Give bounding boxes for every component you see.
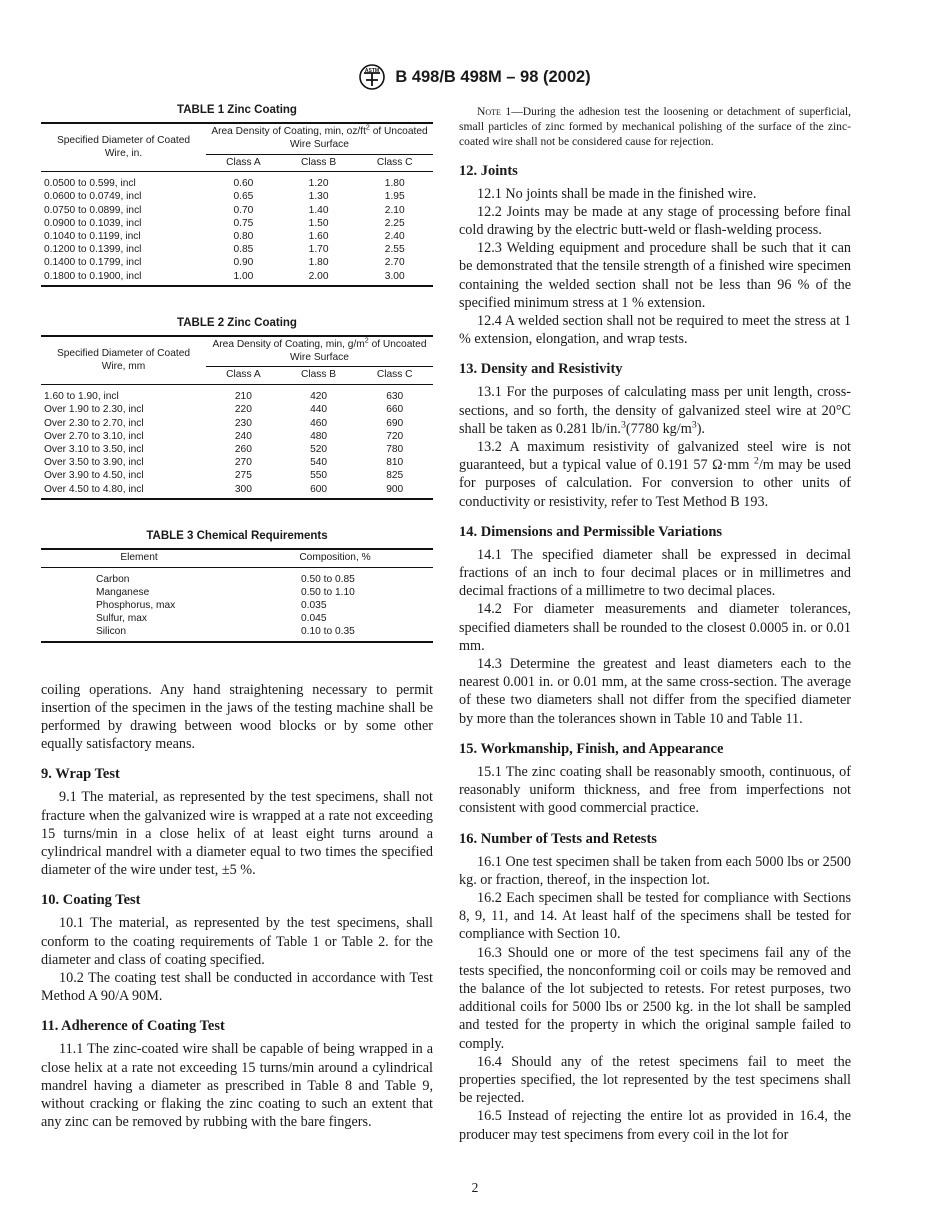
table-row: Over 1.90 to 2.30, incl 220 440 660 [44, 404, 404, 416]
column-header-area-density: Area Density of Coating, min, $oz/ft^2$ of Uncoated Wire Surface [206, 123, 433, 154]
page-header [0, 64, 950, 90]
section-11-heading: 11. Adherence of Coating Test [41, 1018, 225, 1035]
right-column [459, 104, 851, 1144]
section-15-heading: 15. Workmanship, Finish, and Appearance [459, 740, 724, 757]
table-title: TABLE 3 Chemical Requirements [146, 529, 328, 542]
table-row: Silicon 0.10 to 0.35 [41, 625, 433, 641]
column-header-class-b: Class B [281, 367, 357, 385]
paragraph-14-3: 14.3 Determine the greatest and least diameters each to the nearest 0.001 in. or 0.01 mm, at the same cross-section. The average of these two diameters shall not differ from the specified diameter by more than the tolerances shown in Table 10 and Table 11. [459, 656, 851, 727]
astm-logo-icon [359, 64, 385, 90]
table-row: Phosphorus, max 0.035 [96, 599, 327, 611]
table-row: 0.1800 to 0.1900, incl 1.00 2.00 3.00 [41, 270, 433, 286]
paragraph-12-2: 12.2 Joints may be made at any stage of processing before final cold drawing by the electric butt-weld or flash-welding process. [459, 203, 851, 239]
column-header-class-c: Class C [356, 367, 433, 385]
table-row: Carbon 0.50 to 0.85 [96, 573, 355, 585]
column-header-class-c: Class C [356, 154, 433, 172]
column-header-element: Element [41, 549, 237, 567]
table-row: 0.0500 to 0.599, incl 0.60 1.20 1.80 [44, 178, 405, 190]
table-row: 0.0750 to 0.0899, incl 0.70 1.40 2.10 [44, 204, 405, 216]
table-row: Manganese 0.50 to 1.10 [96, 586, 355, 598]
column-header-area-density: Area Density of Coating, min, $g/m^2$ of Uncoated Wire Surface [206, 336, 433, 367]
section-10-heading: 10. Coating Test [41, 892, 141, 909]
section-16-heading: 16. Number of Tests and Retests [459, 830, 657, 847]
table-row: Sulfur, max 0.045 [96, 613, 327, 625]
table-row: 0.1400 to 0.1799, incl 0.90 1.80 2.70 [44, 257, 405, 269]
paragraph-9-1: 9.1 The material, as represented by the test specimens, shall not fracture when the galvanized wire is wrapped at a rate not exceeding 15 turns/min in a close helix of at least eight turns around a cylindrical mandrel with a diameter equal to two times the specified diameter of the wire under test, ±5 %. [41, 789, 433, 879]
table-1 [41, 104, 433, 287]
table-row: 0.0900 to 0.1039, incl 0.75 1.50 2.25 [44, 217, 405, 229]
section-12-heading: 12. Joints [459, 162, 518, 179]
paragraph-16-2: 16.2 Each specimen shall be tested for compliance with Sections 8, 9, 11, and 14. At least half of the specimens shall be tested for compliance with Section 10. [459, 889, 851, 943]
page-number: 2 [471, 1180, 479, 1195]
continuation-paragraph: coiling operations. Any hand straightening necessary to permit insertion of the specimen in the jaws of the testing machine shall be performed by drawing between wood blocks or by some other equally satisfactory means. [41, 681, 433, 753]
document-designation: B 498/B 498M – 98 (2002) [395, 67, 591, 86]
paragraph-14-1: 14.1 The specified diameter shall be expressed in decimal fractions of an inch to four decimal places or in millimetres and decimal fractions of a millimetre to two decimal places. [459, 546, 851, 600]
table-row: Over 4.50 to 4.80, incl 300 600 900 [41, 483, 433, 499]
table-row: Over 3.50 to 3.90, incl 270 540 810 [44, 457, 404, 469]
paragraph-13-1: 13.1 For the purposes of calculating mass per unit length, cross-sections, and so forth, the density of galvanized steel wire at 20°C shall be taken as 0.281 lb/in.$^3$(7780 $kg/m^3$). [459, 384, 851, 437]
note-1: Note 1—During the adhesion test the loosening or detachment of superficial, small particles of zinc formed by mechanical polishing of the surface of the zinc-coated wire shall not be considered cause for rejection. [459, 105, 852, 149]
paragraph-10-2: 10.2 The coating test shall be conducted in accordance with Test Method A 90/A 90M. [41, 969, 433, 1005]
paragraph-12-4: 12.4 A welded section shall not be required to meet the stress at 1 % extension, elongation, and wrap tests. [459, 313, 851, 348]
paragraph-12-3: 12.3 Welding equipment and procedure shall be such that it can be demonstrated that the tensile strength of a finished wire specimen containing the welded section shall not be less than 96 % of the specified minimum stress at 1 % extension. [459, 240, 851, 311]
table-row: 0.0600 to 0.0749, incl 0.65 1.30 1.95 [44, 191, 405, 203]
paragraph-16-1: 16.1 One test specimen shall be taken from each 5000 lbs or 2500 kg. or fraction, thereof, in the inspection lot. [459, 853, 851, 888]
table-row: 0.1200 to 0.1399, incl 0.85 1.70 2.55 [44, 244, 405, 256]
column-header-class-b: Class B [281, 154, 357, 172]
column-header-diameter: Specified Diameter of Coated Wire, mm [41, 336, 206, 385]
table-row: Over 3.10 to 3.50, incl 260 520 780 [44, 443, 404, 455]
section-14-heading: 14. Dimensions and Permissible Variations [459, 523, 723, 540]
table-title: TABLE 2 Zinc Coating [177, 316, 297, 329]
table-3 [41, 530, 433, 643]
paragraph-12-1: 12.1 No joints shall be made in the finished wire. [477, 185, 757, 202]
table-row: Over 2.30 to 2.70, incl 230 460 690 [44, 417, 404, 429]
svg-text:ASTM: ASTM [365, 68, 380, 74]
paragraph-10-1: 10.1 The material, as represented by the test specimens, shall conform to the coating requirements of Table 1 or Table 2. for the diameter and class of coating specified. [41, 915, 433, 968]
paragraph-14-2: 14.2 For diameter measurements and diameter tolerances, specified diameters shall be rounded to the closest 0.0005 in. or 0.01 mm. [459, 601, 851, 654]
section-9-heading: 9. Wrap Test [41, 766, 120, 783]
paragraph-16-5: 16.5 Instead of rejecting the entire lot as provided in 16.4, the producer may test specimens from every coil in the lot for [459, 1108, 851, 1143]
column-header-class-a: Class A [206, 367, 281, 385]
table-title: TABLE 1 Zinc Coating [177, 104, 297, 116]
left-body-text [41, 681, 433, 1132]
table-row: Over 3.90 to 4.50, incl 275 550 825 [44, 470, 404, 482]
table-2 [41, 317, 433, 500]
paragraph-15-1: 15.1 The zinc coating shall be reasonably smooth, continuous, of reasonably uniform thickness, and free from imperfections not consistent with good commercial practice. [459, 763, 851, 817]
table-row: Over 2.70 to 3.10, incl 240 480 720 [44, 430, 404, 442]
left-column [41, 104, 433, 1131]
table-row: 0.1040 to 0.1199, incl 0.80 1.60 2.40 [44, 231, 405, 243]
paragraph-16-3: 16.3 Should one or more of the test specimens fail any of the tests specified, the nonconforming coil or coils may be removed and the balance of the lot subjected to retests. For retest purposes, two additional coils for 5000 lbs or 2500 kg. in the lot shall be sampled and tested for the property in which the original sample failed to comply. [459, 944, 851, 1052]
table-row: 1.60 to 1.90, incl 210 420 630 [44, 391, 404, 403]
paragraph-11-1: 11.1 The zinc-coated wire shall be capable of being wrapped in a close helix at a rate not exceeding 15 turns/min around a cylindrical mandrel having a diameter as prescribed in Table 8 and Table 9, without cracking or flaking the zinc coating to such an extent that any zinc can be removed by rubbing with the bare fingers. [41, 1041, 433, 1131]
paragraph-16-4: 16.4 Should any of the retest specimens fail to meet the properties specified, the lot represented by the test specimens shall be rejected. [459, 1053, 851, 1107]
paragraph-13-2: 13.2 A maximum resistivity of galvanized steel wire is not guaranteed, but a typical value of 0.191 57 Ω·mm $^2$/m may be used for purposes of calculation. For conversion to other units of conductivity or resistivity, refer to Test Method B 193. [459, 439, 851, 510]
column-header-class-a: Class A [206, 154, 281, 172]
column-header-diameter: Specified Diameter of Coated Wire, in. [41, 123, 206, 172]
column-header-composition: Composition, % [237, 549, 433, 567]
section-13-heading: 13. Density and Resistivity [459, 361, 623, 378]
